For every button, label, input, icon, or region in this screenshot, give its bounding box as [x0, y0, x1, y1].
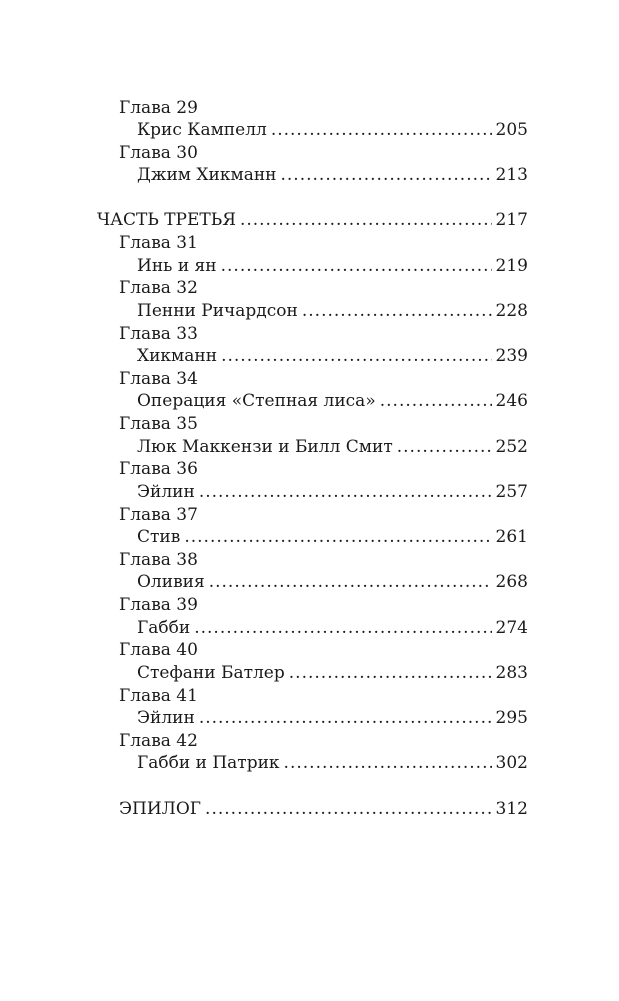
toc-entry [0, 299, 619, 323]
chapter-title: Габби и Патрик [137, 753, 280, 773]
dot-leader [302, 299, 492, 323]
chapter-title: Инь и ян [137, 256, 217, 276]
toc-entry [0, 525, 619, 549]
page-number: 268 [495, 572, 528, 592]
toc-entry [0, 751, 619, 775]
dot-leader [271, 118, 492, 142]
epilogue-entry [0, 797, 619, 821]
dot-leader [221, 344, 491, 368]
dot-leader [281, 163, 492, 187]
chapter-label-row [0, 729, 619, 753]
page-number: 257 [495, 482, 528, 502]
toc-entry [0, 570, 619, 594]
chapter-label: Глава 41 [119, 686, 198, 706]
dot-leader [209, 570, 492, 594]
part-title: ЧАСТЬ ТРЕТЬЯ [97, 210, 236, 230]
chapter-label-row [0, 276, 619, 300]
chapter-title: Эйлин [137, 482, 195, 502]
chapter-title: Стив [137, 527, 181, 547]
chapter-label-row [0, 141, 619, 165]
page-number: 261 [495, 527, 528, 547]
chapter-title: Люк Маккензи и Билл Смит [137, 437, 393, 457]
dot-leader [289, 661, 492, 685]
toc-entry [0, 163, 619, 187]
dot-leader [380, 389, 492, 413]
chapter-label: Глава 40 [119, 640, 198, 660]
toc-entry [0, 706, 619, 730]
page-number: 302 [495, 753, 528, 773]
page-number: 246 [495, 391, 528, 411]
toc-entry [0, 118, 619, 142]
chapter-title: Джим Хикманн [137, 165, 277, 185]
page-number: 219 [495, 256, 528, 276]
chapter-label-row [0, 457, 619, 481]
chapter-label: Глава 30 [119, 143, 198, 163]
dot-leader [194, 616, 491, 640]
page-number: 252 [495, 437, 528, 457]
toc-entry [0, 344, 619, 368]
page-number: 239 [495, 346, 528, 366]
chapter-title: Габби [137, 618, 191, 638]
toc-entry [0, 254, 619, 278]
dot-leader [199, 480, 492, 504]
chapter-label: Глава 31 [119, 233, 198, 253]
dot-leader [205, 797, 492, 821]
chapter-label: Глава 34 [119, 369, 198, 389]
dot-leader [240, 208, 492, 232]
chapter-label: Глава 33 [119, 324, 198, 344]
chapter-label-row [0, 367, 619, 391]
page-number: 213 [495, 165, 528, 185]
dot-leader [221, 254, 492, 278]
dot-leader [184, 525, 491, 549]
chapter-title: Крис Кампелл [137, 120, 267, 140]
chapter-label: Глава 29 [119, 98, 198, 118]
part-entry [0, 208, 619, 232]
chapter-label-row [0, 684, 619, 708]
chapter-label: Глава 36 [119, 459, 198, 479]
dot-leader [284, 751, 492, 775]
chapter-label: Глава 32 [119, 278, 198, 298]
page-number: 295 [495, 708, 528, 728]
chapter-title: Операция «Степная лиса» [137, 391, 376, 411]
page-number: 205 [495, 120, 528, 140]
chapter-label-row [0, 412, 619, 436]
chapter-label-row [0, 638, 619, 662]
page-number: 274 [495, 618, 528, 638]
dot-leader [397, 435, 492, 459]
chapter-label-row [0, 96, 619, 120]
chapter-title: Стефани Батлер [137, 663, 285, 683]
toc-entry [0, 616, 619, 640]
chapter-label-row [0, 231, 619, 255]
chapter-title: Эйлин [137, 708, 195, 728]
toc-entry [0, 480, 619, 504]
page-number: 312 [495, 799, 528, 819]
page-number: 228 [495, 301, 528, 321]
page-number: 283 [495, 663, 528, 683]
chapter-label: Глава 37 [119, 505, 198, 525]
chapter-label: Глава 39 [119, 595, 198, 615]
epilogue-title: ЭПИЛОГ [119, 799, 202, 819]
chapter-label-row [0, 503, 619, 527]
toc-entry [0, 661, 619, 685]
chapter-label-row [0, 548, 619, 572]
dot-leader [199, 706, 492, 730]
toc-entry [0, 435, 619, 459]
chapter-label-row [0, 322, 619, 346]
chapter-label: Глава 35 [119, 414, 198, 434]
chapter-title: Хикманн [137, 346, 218, 366]
chapter-label: Глава 38 [119, 550, 198, 570]
chapter-label-row [0, 593, 619, 617]
toc-entry [0, 389, 619, 413]
chapter-title: Оливия [137, 572, 205, 592]
chapter-label: Глава 42 [119, 731, 198, 751]
page-number: 217 [495, 210, 528, 230]
chapter-title: Пенни Ричардсон [137, 301, 298, 321]
